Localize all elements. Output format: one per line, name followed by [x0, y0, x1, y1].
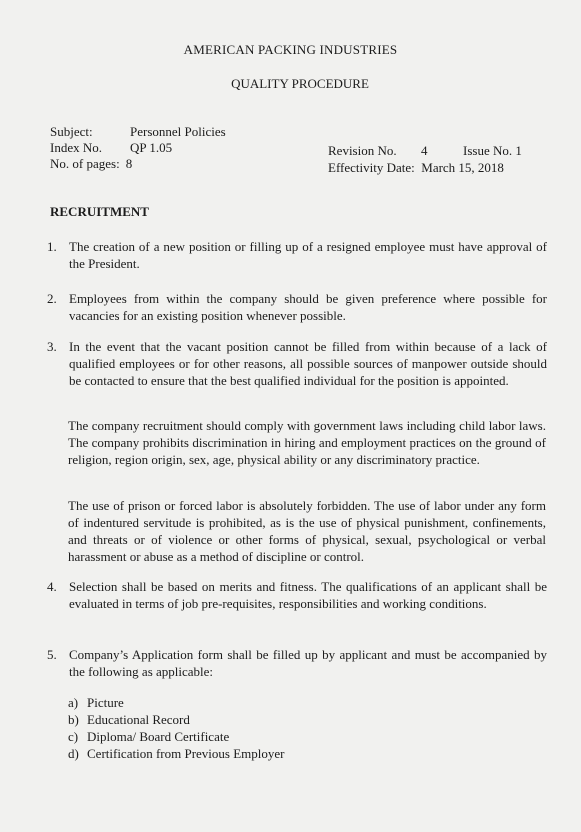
sub-item-text: Diploma/ Board Certificate: [87, 729, 230, 744]
list-item: [47, 338, 547, 389]
meta-label: Index No.: [50, 140, 102, 155]
section-title: RECRUITMENT: [50, 204, 149, 219]
item-number: 5.: [47, 647, 57, 662]
item-number: 3.: [47, 339, 57, 354]
list-item: [47, 646, 547, 680]
item-text: In the event that the vacant position cannot be filled from within because of a lack of qualified employees or for other reasons, all possible sources of manpower outside should be contacted to ensure that the best qualified individual for the position is appointed.: [69, 339, 547, 388]
sub-item-letter: a): [68, 695, 79, 710]
document-meta-right: [328, 143, 522, 177]
item-number: 2.: [47, 291, 57, 306]
list-item: [47, 238, 547, 272]
meta-effectivity: [328, 160, 522, 177]
list-item: [47, 578, 547, 612]
revision-value: 4: [421, 143, 428, 158]
issue-number: Issue No. 1: [463, 143, 522, 158]
sub-item-letter: c): [68, 729, 79, 744]
body-paragraph: The use of prison or forced labor is absolutely forbidden. The use of labor under any form of indentured servitude is prohibited, as is the use of physical punishment, confinements, and threats or of violence or other forms of physical, sexual, psychological or verbal harassment or abuse as a method of discipline or control.: [68, 498, 546, 564]
item-text: Employees from within the company should be given preference where possible for vacancies for an existing position whenever possible.: [69, 291, 547, 323]
effectivity-date: Effectivity Date: March 15, 2018: [328, 160, 504, 175]
sub-list: [68, 694, 284, 762]
meta-revision: [328, 143, 522, 160]
sub-item-letter: b): [68, 712, 79, 727]
sub-list-item: [68, 745, 284, 762]
meta-value: 8: [125, 156, 133, 171]
meta-index: [50, 140, 226, 156]
meta-value: Personnel Policies: [130, 124, 226, 139]
item-text: Company’s Application form shall be filled up by applicant and must be accompanied by the following as applicable:: [69, 647, 547, 679]
item-text: Selection shall be based on merits and fitness. The qualifications of an applicant shall be evaluated in terms of job pre-requisites, responsibilities and working conditions.: [69, 579, 547, 611]
item-text: The creation of a new position or filling up of a resigned employee must have approval of the President.: [69, 239, 547, 271]
sub-list-item: [68, 694, 284, 711]
meta-label: Subject:: [50, 124, 93, 139]
company-name: AMERICAN PACKING INDUSTRIES: [183, 42, 398, 57]
sub-item-text: Picture: [87, 695, 124, 710]
item-number: 1.: [47, 239, 57, 254]
sub-list-item: [68, 728, 284, 745]
meta-label: No. of pages:: [50, 156, 120, 171]
document-meta-left: [50, 124, 226, 172]
sub-list-item: [68, 711, 284, 728]
meta-pages: [50, 156, 226, 172]
item-number: 4.: [47, 579, 57, 594]
body-paragraph: The company recruitment should comply with government laws including child labor laws. The company prohibits discrimination in hiring and employment practices on the ground of religion, region origin, sex, age, physical ability or any discriminatory practice.: [68, 418, 546, 467]
sub-item-text: Certification from Previous Employer: [87, 746, 285, 761]
list-item: [47, 290, 547, 324]
meta-subject: [50, 124, 226, 140]
sub-item-letter: d): [68, 746, 79, 761]
revision-label: Revision No.: [328, 143, 397, 158]
sub-item-text: Educational Record: [87, 712, 190, 727]
meta-value: QP 1.05: [130, 140, 173, 155]
procedure-title: QUALITY PROCEDURE: [231, 76, 369, 91]
